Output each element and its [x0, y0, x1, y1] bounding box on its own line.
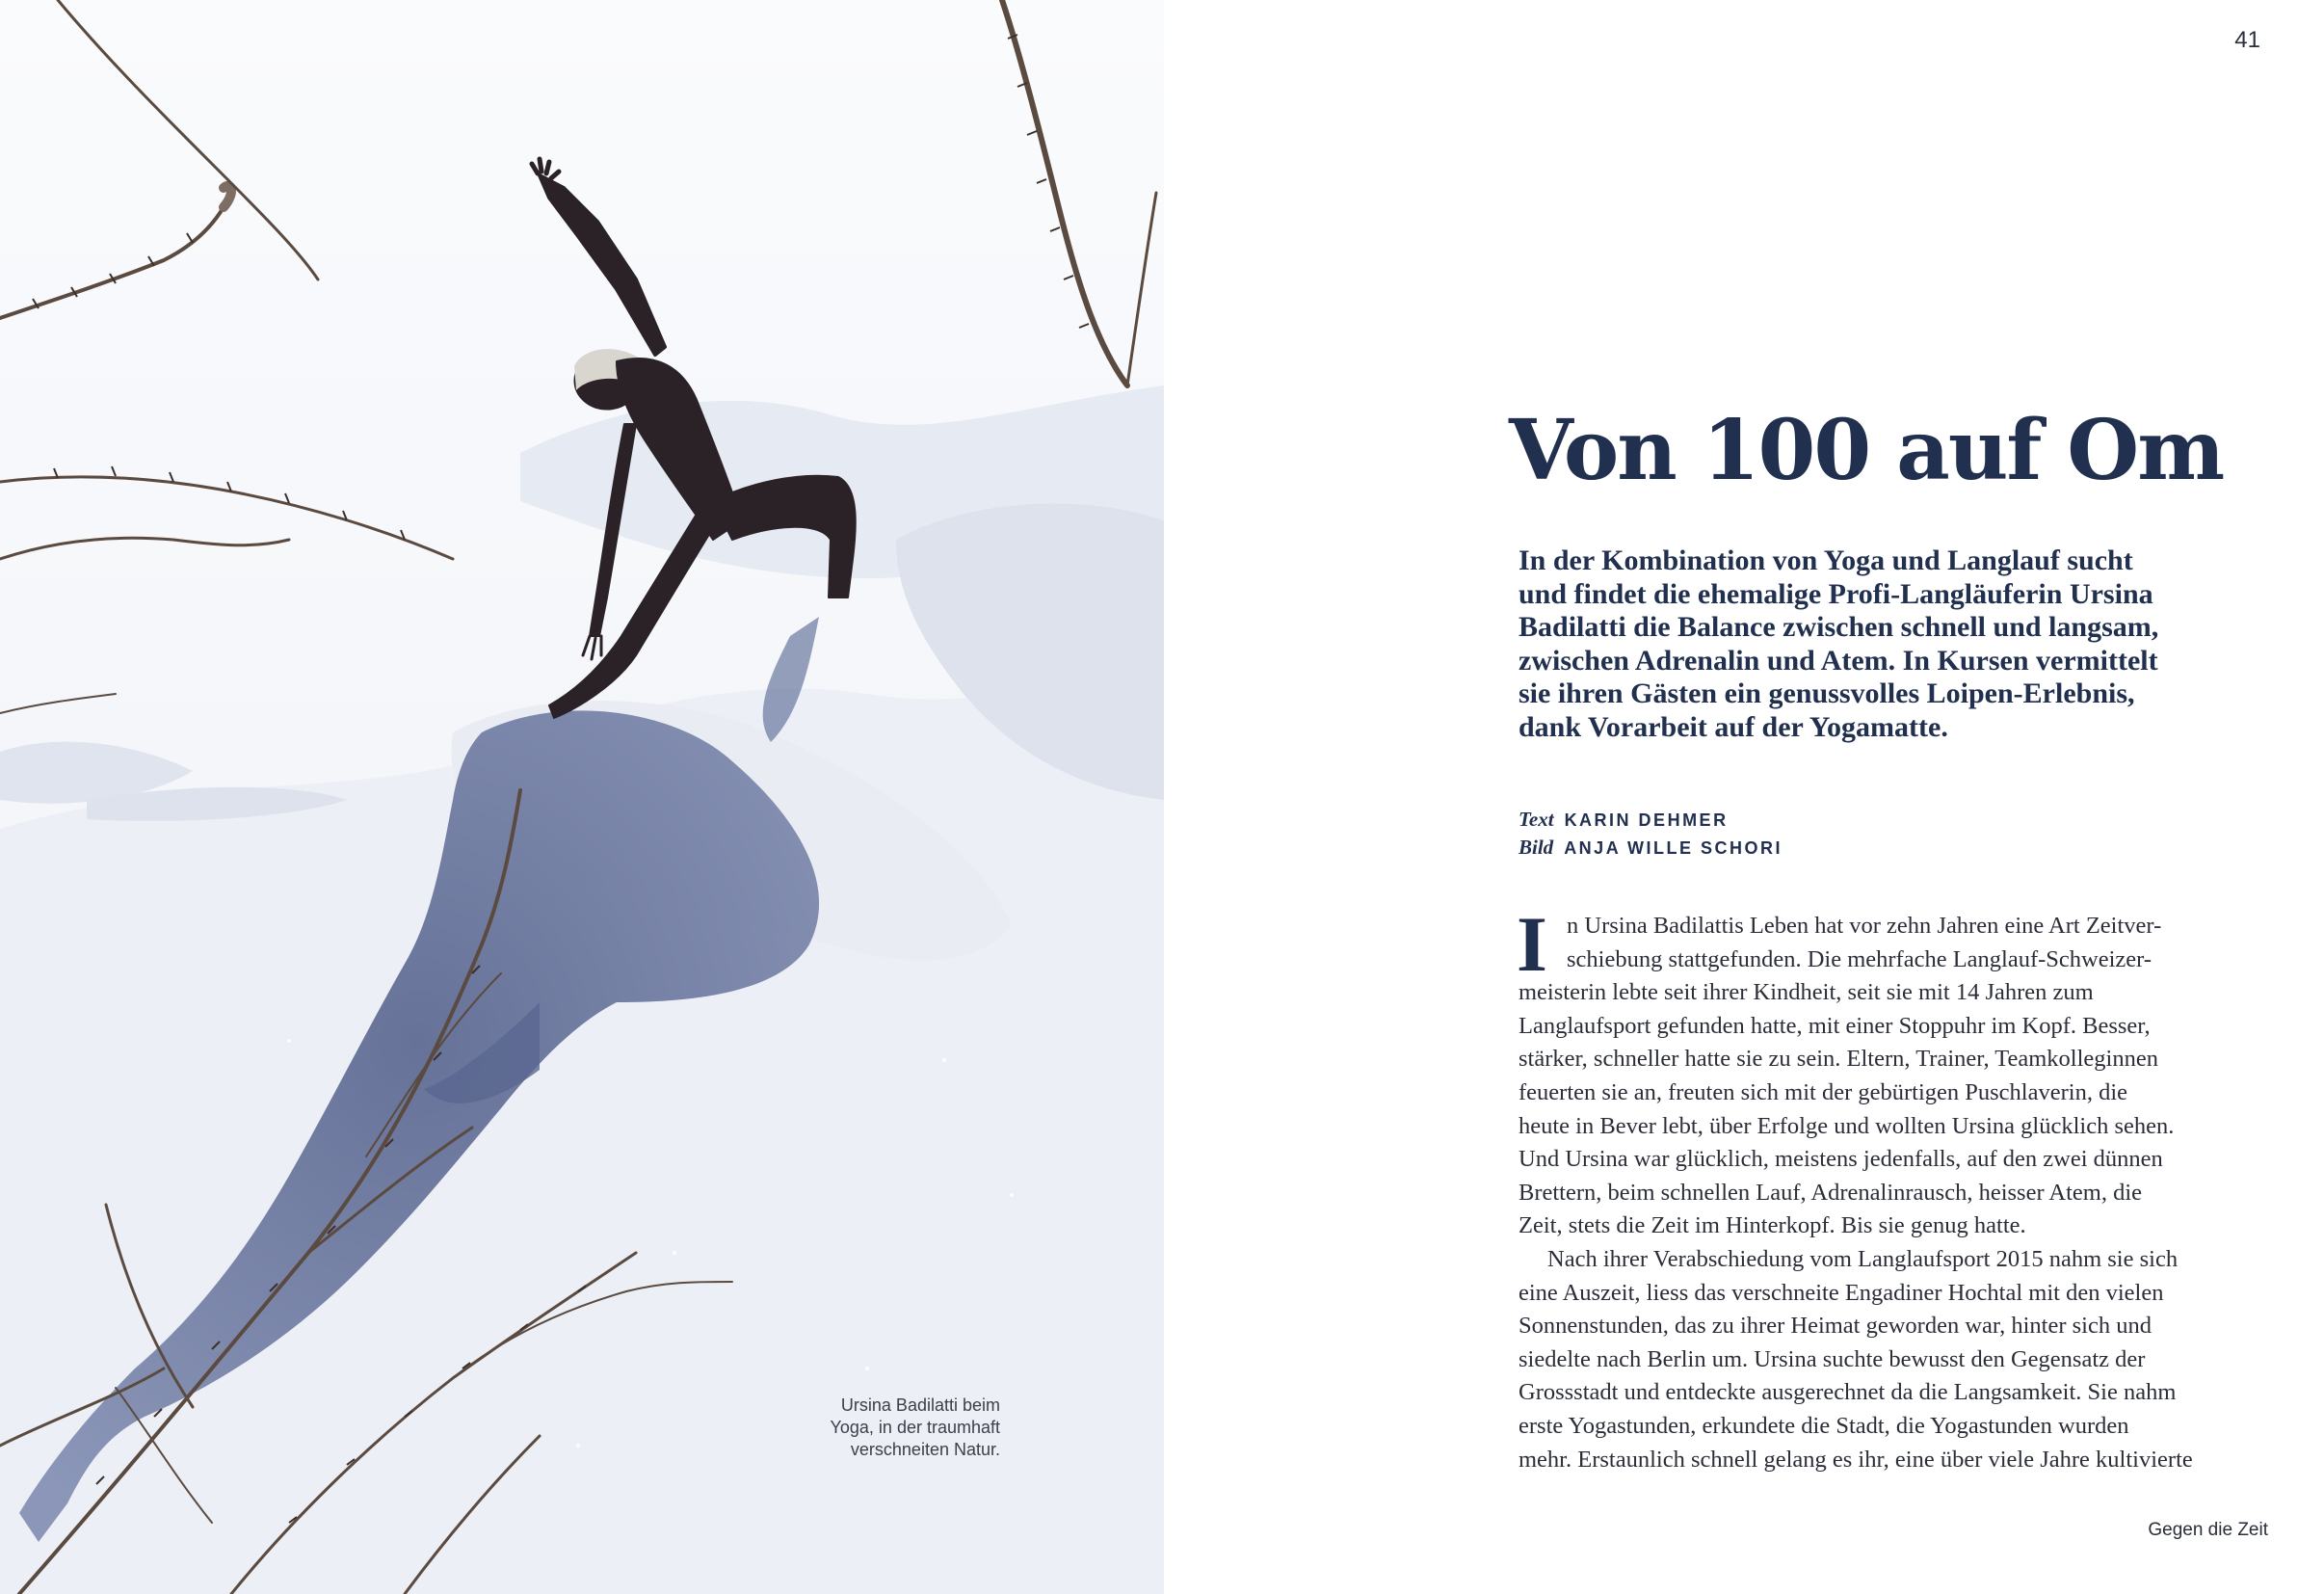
- author-name: KARIN DEHMER: [1564, 810, 1729, 830]
- body-line: Grossstadt und entdeckte ausgerechnet da die Langsamkeit. Sie nahm: [1519, 1379, 2177, 1406]
- body-line: meisterin lebte seit ihrer Kindheit, seit sie mit 14 Jahren zum: [1519, 979, 2094, 1006]
- page-number: 41: [2234, 27, 2260, 53]
- lead-line: und findet die ehemalige Profi-Langläuferin Ursina: [1519, 577, 2153, 610]
- body-line: stärker, schneller hatte sie zu sein. Eltern, Trainer, Teamkolleginnen: [1519, 1046, 2158, 1073]
- author-credit: [1519, 806, 1783, 834]
- caption-line: Yoga, in der traumhaft: [830, 1418, 1000, 1437]
- lead-line: sie ihren Gästen ein genussvolles Loipen-Erlebnis,: [1519, 677, 2135, 709]
- body-line: Nach ihrer Verabschiedung vom Langlaufsport 2015 nahm sie sich: [1547, 1245, 2179, 1272]
- body-line: eine Auszeit, liess das verschneite Engadiner Hochtal mit den vielen: [1519, 1279, 2164, 1306]
- author-label: Text: [1519, 808, 1554, 831]
- body-line: Und Ursina war glücklich, meistens jedenfalls, auf den zwei dünnen: [1519, 1146, 2163, 1173]
- article-body: [1517, 900, 2232, 1476]
- body-line: heute in Bever lebt, über Erfolge und wollten Ursina glücklich sehen.: [1519, 1112, 2175, 1139]
- body-line: Brettern, beim schnellen Lauf, Adrenalinrausch, heisser Atem, die: [1519, 1179, 2143, 1206]
- body-line: n Ursina Badilattis Leben hat vor zehn Jahren eine Art Zeitver-: [1567, 913, 2162, 939]
- lead-line: zwischen Adrenalin und Atem. In Kursen vermittelt: [1519, 644, 2158, 677]
- article-credits: [1519, 806, 1783, 862]
- photographer-name: ANJA WILLE SCHORI: [1564, 838, 1783, 858]
- body-line: Zeit, stets die Zeit im Hinterkopf. Bis sie genug hatte.: [1519, 1212, 2026, 1239]
- article-headline: Von 100 auf Om: [1509, 402, 2224, 499]
- body-line: siedelte nach Berlin um. Ursina suchte bewusst den Gegensatz der: [1519, 1345, 2146, 1372]
- body-line: feuerten sie an, freuten sich mit der gebürtigen Puschlaverin, die: [1519, 1078, 2128, 1105]
- lead-line: In der Kombination von Yoga und Langlauf sucht: [1519, 545, 2133, 576]
- body-line: erste Yogastunden, erkundete die Stadt, die Yogastunden wurden: [1519, 1412, 2129, 1439]
- body-line: Sonnenstunden, das zu ihrer Heimat geworden war, hinter sich und: [1519, 1313, 2152, 1340]
- lead-line: dank Vorarbeit auf der Yogamatte.: [1519, 710, 1948, 743]
- body-line: mehr. Erstaunlich schnell gelang es ihr, eine über viele Jahre kultivierte: [1519, 1446, 2193, 1473]
- running-footer: Gegen die Zeit: [2148, 1520, 2268, 1540]
- body-line: schiebung stattgefunden. Die mehrfache Langlauf-Schweizer-: [1567, 945, 2152, 972]
- photographer-label: Bild: [1519, 836, 1554, 859]
- body-line: Langlaufsport gefunden hatte, mit einer Stoppuhr im Kopf. Besser,: [1519, 1012, 2151, 1039]
- photographer-credit: [1519, 834, 1783, 862]
- caption-line: verschneiten Natur.: [850, 1440, 1000, 1459]
- drop-cap: I: [1517, 900, 1547, 988]
- caption-line: Ursina Badilatti beim: [840, 1395, 1000, 1415]
- photo-caption: [752, 1395, 1000, 1461]
- lead-line: Badilatti die Balance zwischen schnell und langsam,: [1519, 611, 2159, 643]
- article-lead: [1519, 545, 2222, 744]
